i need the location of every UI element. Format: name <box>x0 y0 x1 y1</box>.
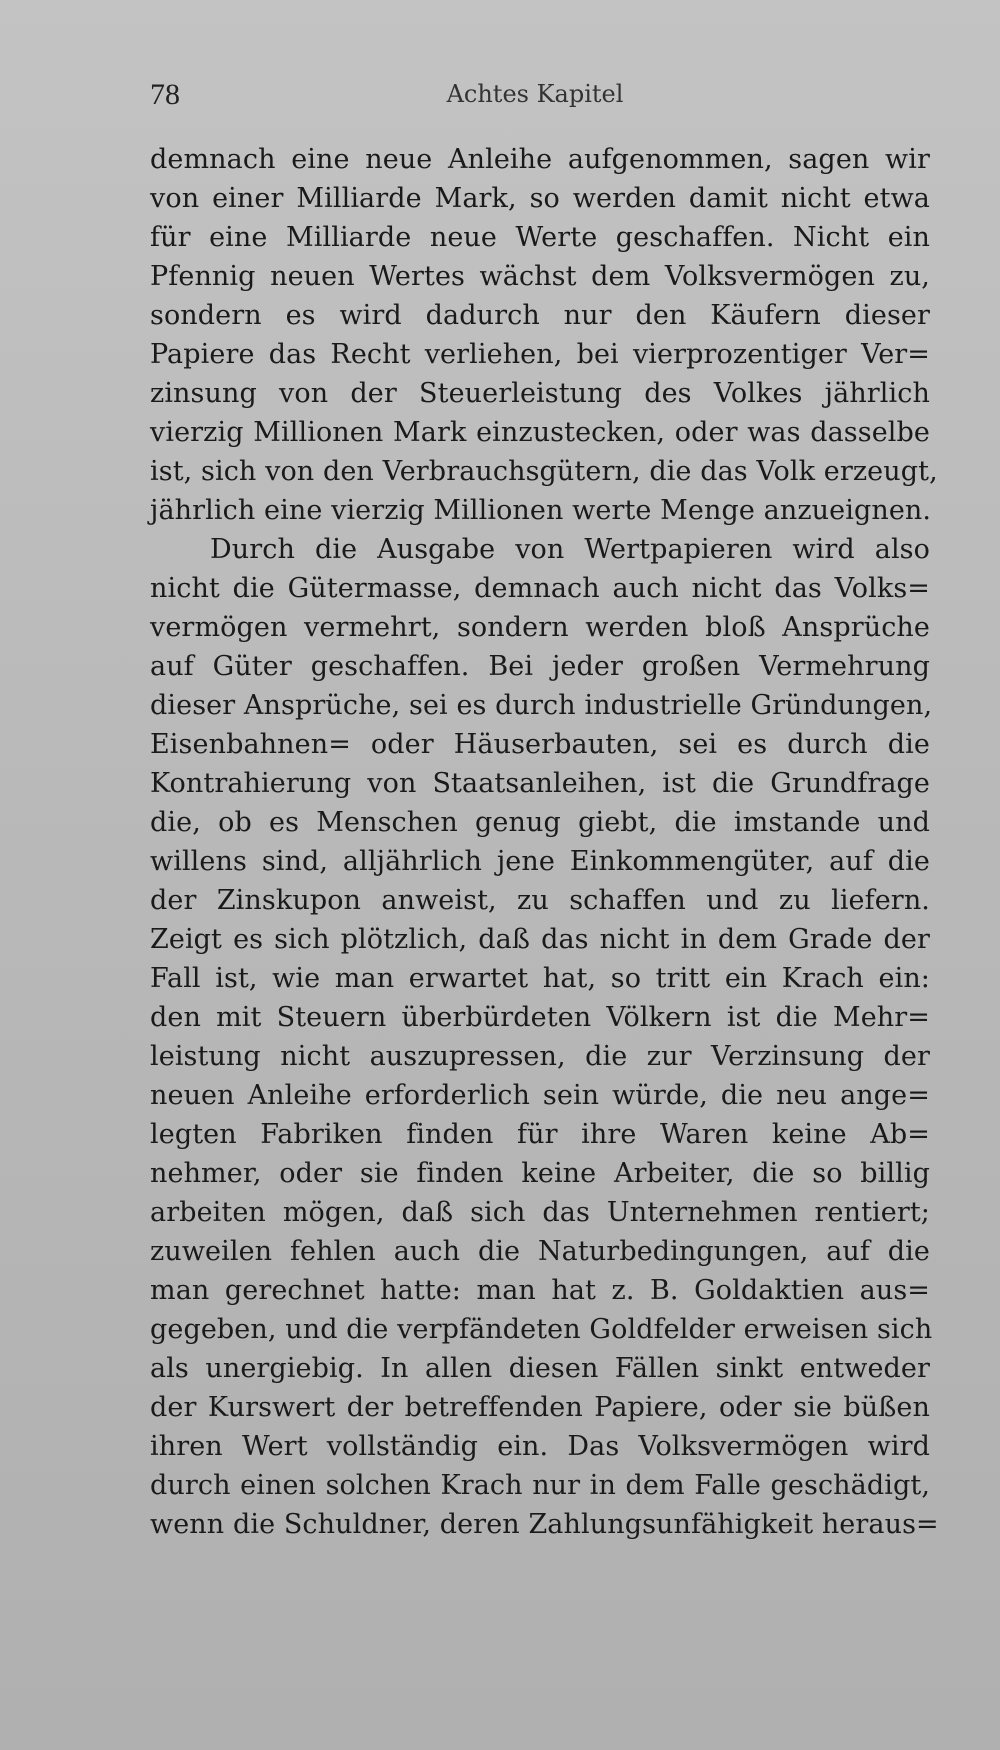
text-line: zinsung von der Steuerleistung des Volkes jährlich <box>150 378 930 409</box>
text-line: die, ob es Menschen genug giebt, die imstande und <box>150 807 930 838</box>
text-line: Kontrahierung von Staatsanleihen, ist die Grundfrage <box>150 768 930 799</box>
body-text <box>150 140 939 1544</box>
text-line: als unergiebig. In allen diesen Fällen sinkt entweder <box>150 1353 930 1384</box>
text-line: man gerechnet hatte: man hat z. B. Goldaktien aus= <box>150 1275 930 1306</box>
text-line: für eine Milliarde neue Werte geschaffen. Nicht ein <box>150 222 930 253</box>
text-line: gegeben, und die verpfändeten Goldfelder erweisen sich <box>150 1314 933 1345</box>
text-line: sondern es wird dadurch nur den Käufern dieser <box>150 300 930 331</box>
page-number: 78 <box>150 78 180 111</box>
text-line: Pfennig neuen Wertes wächst dem Volksvermögen zu, <box>150 261 930 292</box>
text-line: neuen Anleihe erforderlich sein würde, die neu ange= <box>150 1080 930 1111</box>
text-line: vermögen vermehrt, sondern werden bloß Ansprüche <box>150 612 930 643</box>
text-line: ist, sich von den Verbrauchsgütern, die das Volk erzeugt, <box>150 456 938 487</box>
text-line: der Kurswert der betreffenden Papiere, oder sie büßen <box>150 1392 930 1423</box>
text-line: dieser Ansprüche, sei es durch industrielle Gründungen, <box>150 690 933 721</box>
text-line: nehmer, oder sie finden keine Arbeiter, die so billig <box>150 1158 930 1189</box>
text-line: zuweilen fehlen auch die Naturbedingungen, auf die <box>150 1236 930 1267</box>
text-line: wenn die Schuldner, deren Zahlungsunfähigkeit heraus= <box>150 1509 939 1540</box>
text-line: den mit Steuern überbürdeten Völkern ist die Mehr= <box>150 1002 930 1033</box>
text-line: auf Güter geschaffen. Bei jeder großen Vermehrung <box>150 651 930 682</box>
text-line: Fall ist, wie man erwartet hat, so tritt ein Krach ein: <box>150 963 930 994</box>
text-line: von einer Milliarde Mark, so werden damit nicht etwa <box>150 183 930 214</box>
page-header <box>150 78 920 118</box>
text-line: nicht die Gütermasse, demnach auch nicht das Volks= <box>150 573 930 604</box>
text-line: legten Fabriken finden für ihre Waren keine Ab= <box>150 1119 930 1150</box>
text-line: Durch die Ausgabe von Wertpapieren wird also <box>210 534 930 565</box>
text-line: vierzig Millionen Mark einzustecken, oder was dasselbe <box>150 417 930 448</box>
text-line: leistung nicht auszupressen, die zur Verzinsung der <box>150 1041 930 1072</box>
running-head: Achtes Kapitel <box>446 80 624 108</box>
text-line: willens sind, alljährlich jene Einkommengüter, auf die <box>150 846 930 877</box>
text-line: durch einen solchen Krach nur in dem Falle geschädigt, <box>150 1470 930 1501</box>
text-line: arbeiten mögen, daß sich das Unternehmen rentiert; <box>150 1197 930 1228</box>
text-line: Zeigt es sich plötzlich, daß das nicht in dem Grade der <box>150 924 930 955</box>
text-line: Papiere das Recht verliehen, bei vierprozentiger Ver= <box>150 339 930 370</box>
text-line: demnach eine neue Anleihe aufgenommen, sagen wir <box>150 144 930 175</box>
text-line: Eisenbahnen= oder Häuserbauten, sei es durch die <box>150 729 930 760</box>
text-line: jährlich eine vierzig Millionen werte Menge anzueignen. <box>150 495 932 526</box>
text-line: ihren Wert vollständig ein. Das Volksvermögen wird <box>150 1431 930 1462</box>
text-line: der Zinskupon anweist, zu schaffen und zu liefern. <box>150 885 930 916</box>
